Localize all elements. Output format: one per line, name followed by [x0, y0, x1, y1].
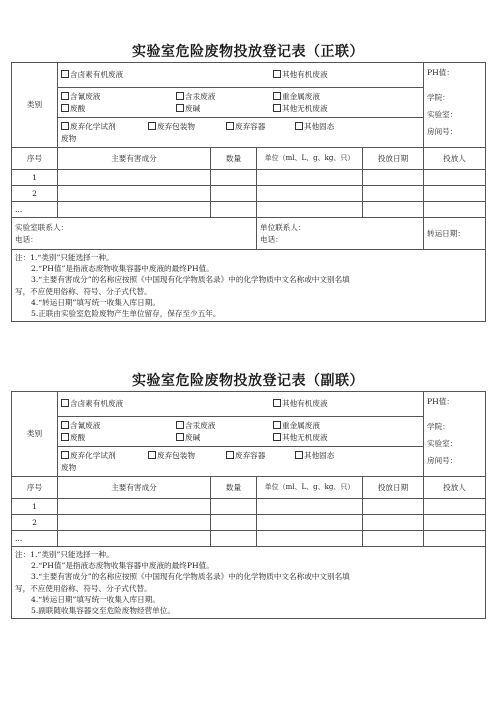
checkbox-icon[interactable] — [176, 104, 184, 112]
notes-cell — [12, 250, 486, 322]
checkbox-icon[interactable] — [273, 433, 281, 441]
date-cell[interactable] — [363, 531, 424, 547]
category-label: 类别 — [12, 392, 58, 477]
option-container[interactable]: 废弃容器 — [226, 121, 265, 133]
option-other-inorganic[interactable]: 其他无机废液 — [273, 432, 328, 444]
college-label: 学院： — [427, 422, 450, 431]
checkbox-icon[interactable] — [61, 421, 69, 429]
unit-cell[interactable] — [257, 531, 363, 547]
category-options-row2 — [58, 417, 424, 447]
option-packaging[interactable]: 废弃包装物 — [148, 450, 195, 462]
component-cell[interactable] — [58, 170, 211, 186]
option-heavy-metal[interactable]: 重金属废液 — [273, 420, 320, 432]
option-other-organic[interactable]: 其他有机废液 — [273, 398, 328, 410]
form-title: 实验室危险废物投放登记表（正联） — [132, 44, 364, 60]
category-options-row1 — [58, 392, 424, 417]
note-line: 3.“主要有害成分”的名称应按照《中国现有化学物质名录》中的化学物质中文名称或中文别名填 — [31, 572, 350, 582]
lab-info-cell — [424, 63, 486, 148]
checkbox-icon[interactable] — [176, 433, 184, 441]
header-qty: 数量 — [211, 148, 257, 170]
lab-label: 实验室： — [427, 110, 458, 119]
qty-cell[interactable] — [211, 531, 257, 547]
row-number: 1 — [12, 170, 58, 186]
checkbox-icon[interactable] — [61, 433, 69, 441]
note-line: 3.“主要有害成分”的名称应按照《中国现有化学物质名录》中的化学物质中文名称或中文别名填 — [31, 275, 350, 285]
unit-cell[interactable] — [257, 170, 363, 186]
form-original — [11, 42, 485, 322]
table-row — [12, 186, 486, 202]
option-heavy-metal[interactable]: 重金属废液 — [273, 91, 320, 103]
header-unit: 单位（ml、L、g、kg、只） — [257, 148, 363, 170]
option-halogen-organic[interactable]: 含卤素有机废液 — [61, 69, 123, 81]
category-options-row2 — [58, 88, 424, 118]
lab-label: 实验室： — [427, 439, 458, 448]
checkbox-icon[interactable] — [61, 70, 69, 78]
unit-contact-label: 单位联系人： — [260, 222, 306, 232]
checkbox-icon[interactable] — [61, 451, 69, 459]
unit-cell[interactable] — [257, 515, 363, 531]
component-cell[interactable] — [58, 515, 211, 531]
unit-cell[interactable] — [257, 499, 363, 515]
option-chemical-reagent[interactable]: 废弃化学试剂 — [61, 121, 116, 133]
date-cell[interactable] — [363, 515, 424, 531]
checkbox-icon[interactable] — [273, 70, 281, 78]
table-row — [12, 515, 486, 531]
checkbox-icon[interactable] — [273, 92, 281, 100]
option-alkali[interactable]: 废碱 — [176, 103, 200, 115]
option-container[interactable]: 废弃容器 — [226, 450, 265, 462]
note-line: 2.“PH值”是指液态废物收集容器中废液的最终PH值。 — [31, 561, 214, 571]
lab-contact-cell[interactable] — [12, 218, 257, 250]
qty-cell[interactable] — [211, 499, 257, 515]
form-title: 实验室危险废物投放登记表（副联） — [132, 373, 364, 389]
form-duplicate — [11, 371, 485, 619]
category-options-row3 — [58, 118, 424, 148]
checkbox-icon[interactable] — [148, 451, 156, 459]
date-cell[interactable] — [363, 186, 424, 202]
transfer-date-label[interactable]: 转运日期： — [424, 218, 486, 250]
checkbox-icon[interactable] — [226, 122, 234, 130]
option-other-inorganic[interactable]: 其他无机废液 — [273, 103, 328, 115]
person-cell[interactable] — [424, 515, 486, 531]
header-unit: 单位（ml、L、g、kg、只） — [257, 477, 363, 499]
unit-cell[interactable] — [257, 202, 363, 218]
option-mercury[interactable]: 含汞废液 — [176, 420, 215, 432]
option-halogen-organic[interactable]: 含卤素有机废液 — [61, 398, 123, 410]
college-label: 学院： — [427, 93, 450, 102]
qty-cell[interactable] — [211, 515, 257, 531]
table-row — [12, 170, 486, 186]
component-cell[interactable] — [58, 531, 211, 547]
note-line: 5.正联由实验室危险废物产生单位留存，保存至少五年。 — [31, 309, 221, 319]
note-line: 写，不应使用俗称、符号、分子式代替。 — [15, 286, 152, 296]
unit-cell[interactable] — [257, 186, 363, 202]
checkbox-icon[interactable] — [61, 92, 69, 100]
table-row — [12, 531, 486, 547]
option-cyanide[interactable]: 含氰废液 — [61, 91, 100, 103]
header-person: 投放人 — [424, 477, 486, 499]
date-cell[interactable] — [363, 170, 424, 186]
date-cell[interactable] — [363, 202, 424, 218]
ph-label: PH值： — [427, 397, 454, 406]
option-cyanide[interactable]: 含氰废液 — [61, 420, 100, 432]
option-waste-continued: 废物 — [61, 134, 77, 143]
option-other-solid[interactable]: 其他固态 — [295, 450, 334, 462]
checkbox-icon[interactable] — [295, 451, 303, 459]
checkbox-icon[interactable] — [61, 122, 69, 130]
category-options-row1 — [58, 63, 424, 88]
row-number: ... — [12, 202, 58, 218]
header-seq: 序号 — [12, 477, 58, 499]
note-line: 2.“PH值”是指液态废物收集容器中废液的最终PH值。 — [31, 264, 214, 274]
option-other-organic[interactable]: 其他有机废液 — [273, 69, 328, 81]
person-cell[interactable] — [424, 186, 486, 202]
checkbox-icon[interactable] — [295, 122, 303, 130]
header-person: 投放人 — [424, 148, 486, 170]
person-cell[interactable] — [424, 202, 486, 218]
registration-table — [11, 62, 486, 322]
header-qty: 数量 — [211, 477, 257, 499]
header-date: 投放日期 — [363, 477, 424, 499]
option-mercury[interactable]: 含汞废液 — [176, 91, 215, 103]
room-label: 房间号： — [427, 127, 458, 136]
option-packaging[interactable]: 废弃包装物 — [148, 121, 195, 133]
option-chemical-reagent[interactable]: 废弃化学试剂 — [61, 450, 116, 462]
ph-label: PH值： — [427, 68, 454, 77]
checkbox-icon[interactable] — [176, 92, 184, 100]
lab-contact-label: 实验室联系人： — [15, 222, 69, 232]
checkbox-icon[interactable] — [273, 399, 281, 407]
checkbox-icon[interactable] — [61, 104, 69, 112]
header-seq: 序号 — [12, 148, 58, 170]
note-line: 4.“转运日期”填写统一收集入库日期。 — [31, 594, 160, 604]
lab-phone-label: 电话： — [15, 234, 38, 244]
note-line: 写，不应使用俗称、符号、分子式代替。 — [15, 583, 152, 593]
note-line: 注：1.“类别”只能选择一种。 — [15, 253, 114, 262]
row-number: 1 — [12, 499, 58, 515]
component-cell[interactable] — [58, 186, 211, 202]
note-line: 5.副联随收集容器交至危险废物经营单位。 — [31, 606, 175, 616]
header-component: 主要有害成分 — [58, 477, 211, 499]
person-cell[interactable] — [424, 170, 486, 186]
category-options-row3 — [58, 447, 424, 477]
qty-cell[interactable] — [211, 202, 257, 218]
notes-cell — [12, 547, 486, 619]
component-cell[interactable] — [58, 499, 211, 515]
checkbox-icon[interactable] — [61, 399, 69, 407]
row-number: 2 — [12, 515, 58, 531]
qty-cell[interactable] — [211, 186, 257, 202]
category-label: 类别 — [12, 63, 58, 148]
note-line: 注：1.“类别”只能选择一种。 — [15, 550, 114, 559]
checkbox-icon[interactable] — [226, 451, 234, 459]
person-cell[interactable] — [424, 531, 486, 547]
checkbox-icon[interactable] — [176, 421, 184, 429]
room-label: 房间号： — [427, 456, 458, 465]
lab-info-cell — [424, 392, 486, 477]
checkbox-icon[interactable] — [273, 421, 281, 429]
person-cell[interactable] — [424, 499, 486, 515]
note-line: 4.“转运日期”填写统一收集入库日期。 — [31, 297, 160, 307]
checkbox-icon[interactable] — [273, 104, 281, 112]
option-acid[interactable]: 废酸 — [61, 103, 85, 115]
header-component: 主要有害成分 — [58, 148, 211, 170]
option-acid[interactable]: 废酸 — [61, 432, 85, 444]
component-cell[interactable] — [58, 202, 211, 218]
table-row — [12, 499, 486, 515]
option-alkali[interactable]: 废碱 — [176, 432, 200, 444]
qty-cell[interactable] — [211, 170, 257, 186]
option-other-solid[interactable]: 其他固态 — [295, 121, 334, 133]
registration-table — [11, 391, 486, 619]
row-number: 2 — [12, 186, 58, 202]
option-waste-continued: 废物 — [61, 463, 77, 472]
header-date: 投放日期 — [363, 148, 424, 170]
row-number: ... — [12, 531, 58, 547]
checkbox-icon[interactable] — [148, 122, 156, 130]
unit-phone-label: 电话： — [260, 234, 283, 244]
date-cell[interactable] — [363, 499, 424, 515]
table-row — [12, 202, 486, 218]
unit-contact-cell[interactable] — [257, 218, 424, 250]
